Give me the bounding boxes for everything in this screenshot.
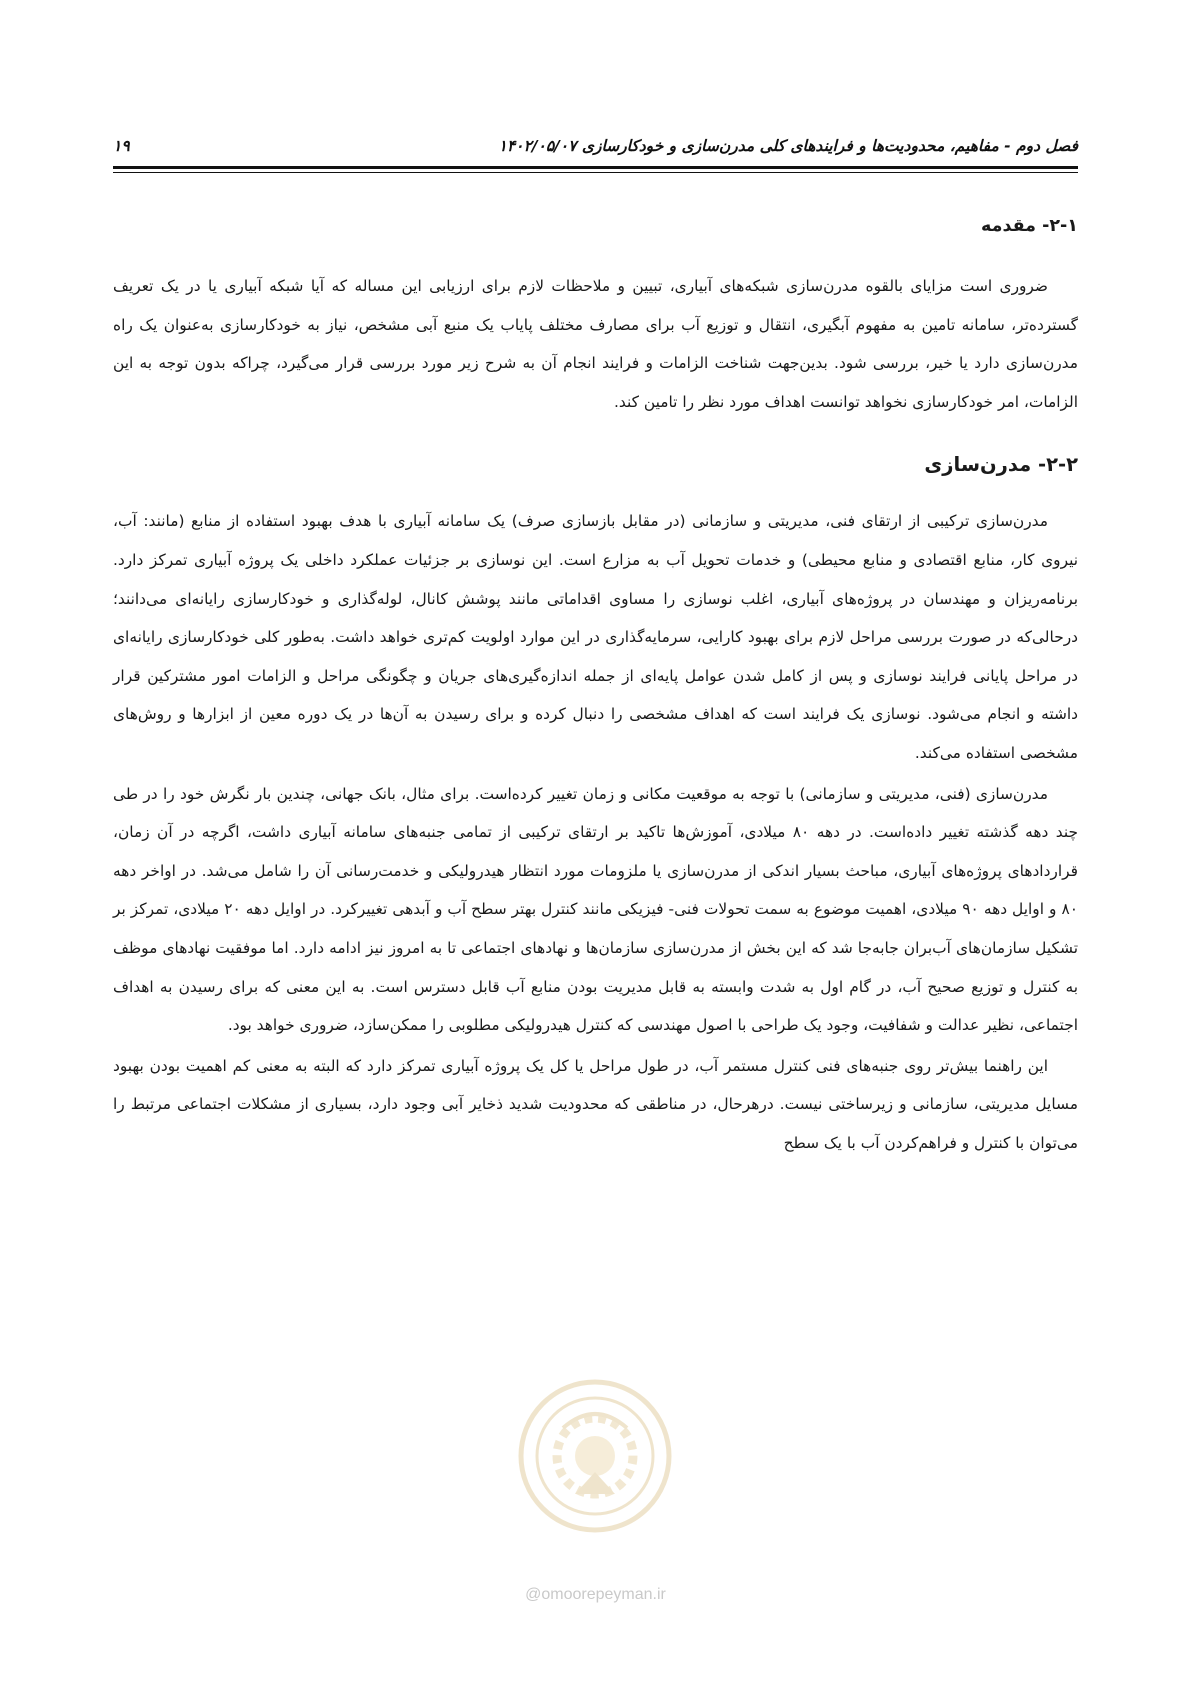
paragraph: مدرن‌سازی ترکیبی از ارتقای فنی، مدیریتی و سازمانی (در مقابل بازسازی صرف) یک سامانه آبیاری با هدف بهبود استفاده از منابع (مانند: آب، نیروی کار، منابع اقتصادی و منابع محیطی) و خدمات تحویل آب به مزارع است. این نوسازی بر جزئیات عملکرد داخلی یک پروژه آبیاری تمرکز دارد. برنامه‌ریزان و مهندسان در پروژه‌های آبیاری، اغلب نوسازی را مساوی اقداماتی مانند پوشش کانال، لوله‌گذاری و خودکارسازی رایانه‌ای می‌دانند؛ درحالی‌که در صورت بررسی مراحل لازم برای بهبود کارایی، سرمایه‌گذاری در این موارد اولویت کم‌تری خواهد داشت. به‌طور کلی خودکارسازی رایانه‌ای در مراحل پایانی فرایند نوسازی و پس از کامل شدن عوامل پایه‌ای از جمله اندازه‌گیری‌های جریان و چگونگی مراحل و الزامات امور مشترکین قرار داشته و انجام می‌شود. نوسازی یک فرایند است که اهداف مشخصی را دنبال کرده و برای رسیدن به آن‌ها در یک دوره معین از ابزارها و روش‌های مشخصی استفاده می‌کند. [113,512,1078,762]
paragraph: ضروری است مزایای بالقوه مدرن‌سازی شبکه‌های آبیاری، تبیین و ملاحظات لازم برای ارزیابی این مساله که آیا شبکه آبیاری یا در یک تعریف گسترده‌تر، سامانه تامین به مفهوم آبگیری، انتقال و توزیع آب برای مصارف مختلف پایاب یک منبع آبی مشخص، نیاز به خودکارسازی به‌عنوان یک راه مدرن‌سازی دارد یا خیر، بررسی شود. بدین‌جهت شناخت الزامات و فرایند انجام آن به شرح زیر مورد بررسی قرار می‌گیرد، چراکه بدون توجه به این الزامات، امر خودکارسازی نخواهد توانست اهداف مورد نظر را تامین کند. [113,277,1078,411]
page-body [113,210,1078,1162]
section-heading-introduction: ۲-۱- مقدمه [981,216,1078,236]
paragraph: این راهنما بیش‌تر روی جنبه‌های فنی کنترل مستمر آب، در طول مراحل یا کل یک پروژه آبیاری تمرکز دارد که البته به معنی کم اهمیت بودن بهبود مسایل مدیریتی، سازمانی و زیرساختی نیست. درهرحال، در مناطقی که محدودیت شدید ذخایر آبی وجود دارد، بسیاری از مشکلات اجتماعی مرتبط را می‌توان با کنترل و فراهم‌کردن آب با یک سطح [113,1056,1078,1152]
watermark-logo-icon [515,1376,675,1536]
header-rule-thin [113,172,1078,173]
running-header [113,126,1078,166]
watermark-url: @omoorepeyman.ir [525,1586,666,1603]
section-heading-modernization: ۲-۲- مدرن‌سازی [924,453,1078,477]
page-number: ۱۹ [113,137,130,155]
chapter-title: فصل دوم - مفاهیم، محدودیت‌ها و فرایندهای کلی مدرن‌سازی و خودکارسازی ۱۴۰۲/۰۵/۰۷ [498,137,1078,155]
paragraph: مدرن‌سازی (فنی، مدیریتی و سازمانی) با توجه به موقعیت مکانی و زمان تغییر کرده‌است. برای مثال، بانک جهانی، چندین بار نگرش خود را در طی چند دهه گذشته تغییر داده‌است. در دهه ۸۰ میلادی، آموزش‌ها تاکید بر ارتقای ترکیبی از تمامی جنبه‌های سامانه آبیاری داشت، اگرچه در آن زمان، قراردادهای پروژه‌های آبیاری، مباحث بسیار اندکی از مدرن‌سازی یا ملزومات مورد انتظار هیدرولیکی و خدمت‌رسانی آن را شامل می‌شد. در اواخر دهه ۸۰ و اوایل دهه ۹۰ میلادی، اهمیت موضوع به سمت تحولات فنی- فیزیکی مانند کنترل بهتر سطح آب و آبدهی تغییرکرد. در اوایل دهه ۲۰ میلادی، تمرکز بر تشکیل سازمان‌های آب‌بران جابه‌جا شد که این بخش از مدرن‌سازی سازمان‌ها و نهادهای اجتماعی تا به امروز نیز ادامه دارد. اما موفقیت نهادهای موظف به کنترل و توزیع صحیح آب، در گام اول به شدت وابسته به قابل مدیریت بودن منابع آب قابل دسترس است. به این معنی که برای رسیدن به اهداف اجتماعی، نظیر عدالت و شفافیت، وجود یک طراحی با اصول مهندسی که کنترل هیدرولیکی مطلوبی را ممکن‌سازد، ضروری خواهد بود. [113,784,1078,1035]
header-rule-thick [113,166,1078,169]
